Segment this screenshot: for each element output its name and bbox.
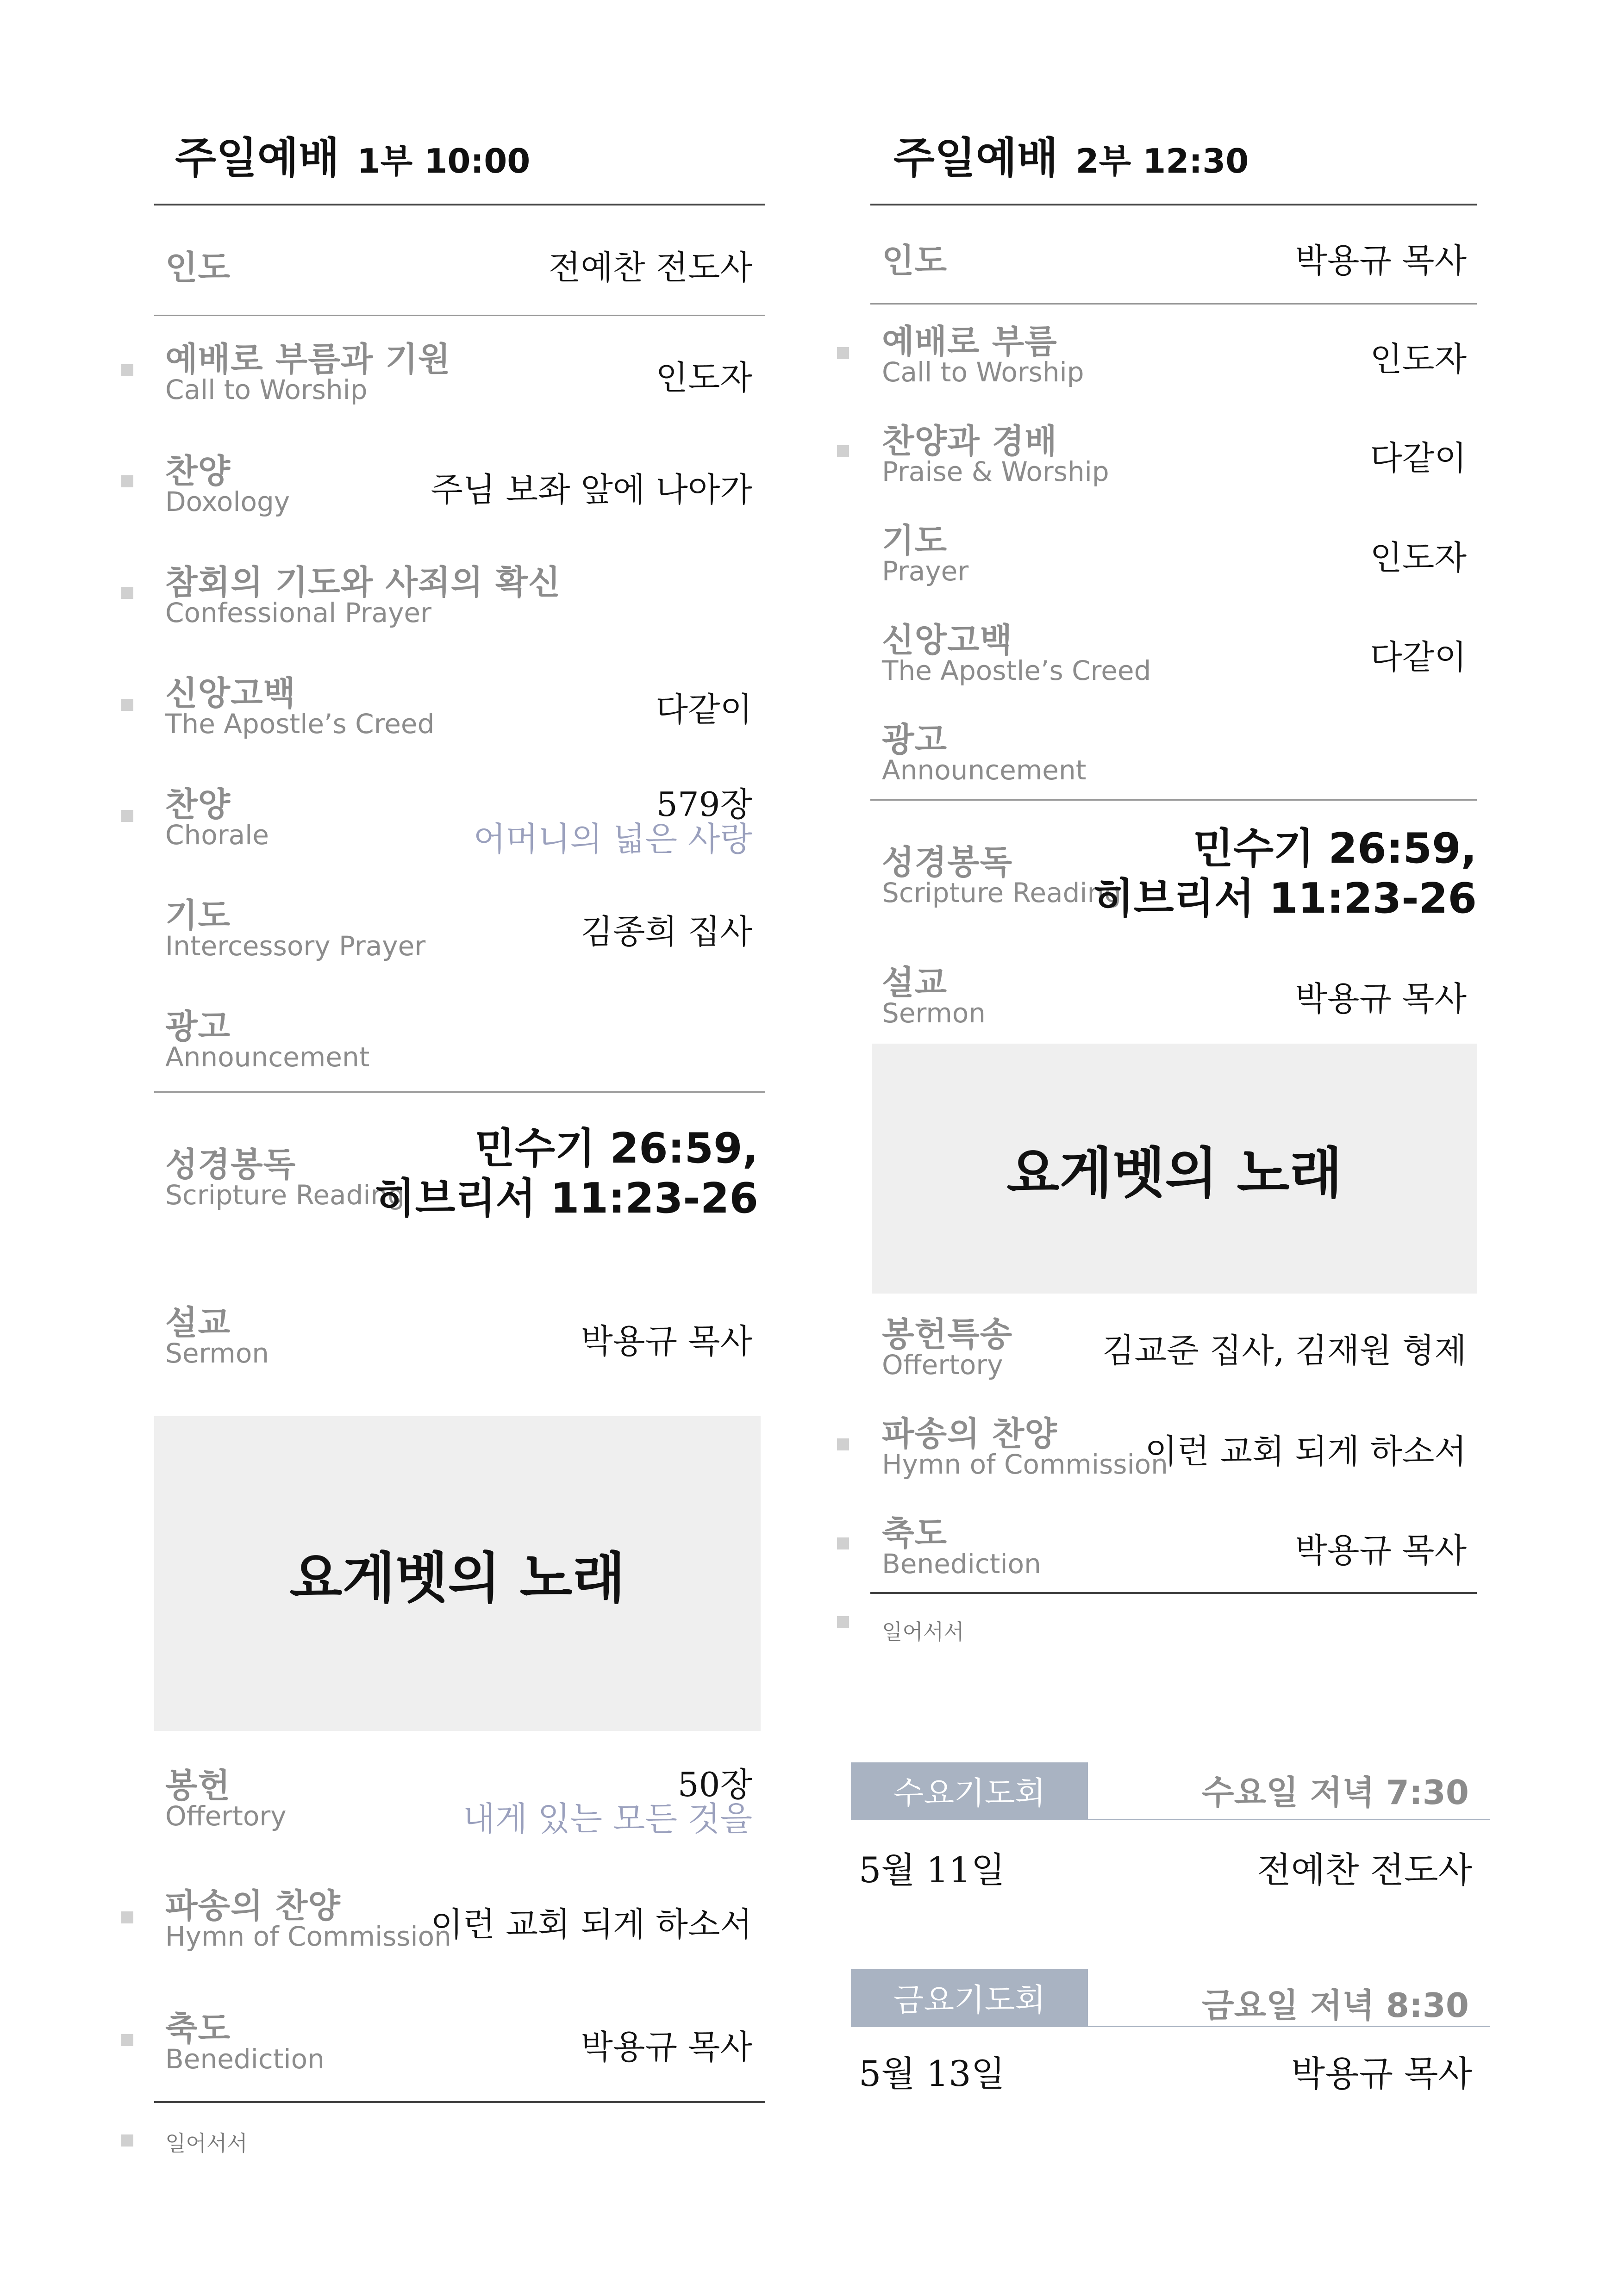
s2-item-creed-kor: 신앙고백 [882, 621, 1013, 660]
service1-time: 1부 10:00 [357, 142, 531, 180]
bullet-icon [121, 587, 133, 599]
s1-item-confession-eng: Confessional Prayer [165, 597, 431, 628]
s1-commission-eng: Hymn of Commission [165, 1921, 451, 1952]
service1-header [175, 124, 530, 185]
s1-item-call-kor: 예배로 부름과 기원 [165, 340, 451, 379]
s1-item-announce-eng: Announcement [165, 1041, 370, 1073]
bullet-icon [121, 364, 133, 376]
service1-title: 주일예배 [175, 133, 340, 183]
s2-item-creed-eng: The Apostle’s Creed [882, 655, 1151, 686]
s2-benediction-value: 박용규 목사 [1295, 1531, 1467, 1570]
s2-item-praise-value: 다같이 [1370, 439, 1467, 478]
s2-scripture-line2: 히브리서 11:23-26 [1093, 874, 1477, 923]
s1-item-prayer-eng: Intercessory Prayer [165, 930, 426, 962]
s2-commission-kor: 파송의 찬양 [882, 1414, 1057, 1453]
s1-offertory-eng: Offertory [165, 1800, 287, 1832]
s1-scripture-eng: Scripture Reading [165, 1179, 405, 1211]
s2-sermon-kor: 설교 [882, 963, 948, 1002]
s2-item-prayer-eng: Prayer [882, 555, 969, 587]
s1-item-creed-value: 다같이 [656, 690, 752, 729]
service2-leader: 박용규 목사 [1295, 241, 1467, 280]
service2-leader-label: 인도 [882, 241, 948, 280]
s2-benediction-eng: Benediction [882, 1548, 1041, 1580]
s1-item-chorale-value: 579장 [656, 785, 752, 824]
s2-sermon-title: 요게벳의 노래 [1006, 1141, 1343, 1205]
s1-offertory-kor: 봉헌 [165, 1766, 231, 1805]
s1-item-call-eng: Call to Worship [165, 374, 368, 405]
s1-scripture-kor: 성경봉독 [165, 1145, 296, 1184]
bullet-icon [837, 1616, 849, 1628]
bullet-icon [121, 2034, 133, 2046]
s1-item-doxology-kor: 찬양 [165, 452, 231, 491]
s2-item-announce-kor: 광고 [882, 720, 948, 759]
bullet-icon [121, 1911, 133, 1923]
s2-offertory-kor: 봉헌특송 [882, 1315, 1013, 1354]
s2-benediction-kor: 축도 [882, 1514, 948, 1553]
s1-scripture-line1: 민수기 26:59, [475, 1124, 758, 1173]
friday-time: 금요일 저녁 8:30 [1202, 1986, 1469, 2025]
service2-title: 주일예배 [893, 133, 1058, 183]
s1-item-doxology-eng: Doxology [165, 486, 290, 517]
wednesday-time: 수요일 저녁 7:30 [1202, 1773, 1469, 1812]
service2-time: 2부 12:30 [1075, 142, 1249, 180]
service2-leader-rule [870, 303, 1477, 305]
s1-benediction-kor: 축도 [165, 2009, 231, 2048]
bullet-icon [837, 445, 849, 457]
s2-sermon-title-box [872, 1044, 1477, 1294]
s2-item-announce-eng: Announcement [882, 754, 1087, 786]
bullet-icon [121, 475, 133, 487]
s2-item-prayer-kor: 기도 [882, 521, 948, 560]
s2-scripture-eng: Scripture Reading [882, 877, 1122, 908]
s2-sermon-eng: Sermon [882, 997, 986, 1029]
wednesday-rule [851, 1819, 1490, 1820]
s1-benediction-eng: Benediction [165, 2043, 325, 2075]
s1-offertory-value: 50장 [677, 1765, 752, 1804]
s1-bottom-rule [154, 2101, 765, 2103]
s2-commission-value: 이런 교회 되게 하소서 [1145, 1432, 1467, 1471]
s2-bottom-rule [870, 1592, 1477, 1594]
s2-announce-rule [870, 799, 1477, 801]
s1-commission-value: 이런 교회 되게 하소서 [431, 1905, 752, 1944]
s1-item-doxology-value: 주님 보좌 앞에 나아가 [431, 470, 752, 509]
s1-item-prayer-kor: 기도 [165, 896, 231, 935]
s2-item-call-eng: Call to Worship [882, 356, 1084, 388]
s2-offertory-value: 김교준 집사, 김재원 형제 [1102, 1331, 1467, 1370]
service1-leader-rule [154, 315, 765, 316]
s1-sermon-title: 요게벳의 노래 [289, 1546, 625, 1610]
s2-item-call-value: 인도자 [1370, 340, 1467, 379]
s1-sermon-kor: 설교 [165, 1303, 231, 1342]
service2-top-rule [870, 204, 1477, 205]
wednesday-date: 5월 11일 [859, 1849, 1006, 1891]
s1-announce-rule [154, 1091, 765, 1093]
s1-item-confession-kor: 참회의 기도와 사죄의 확신 [165, 563, 561, 602]
s1-item-announce-kor: 광고 [165, 1007, 231, 1046]
s1-item-prayer-value: 김종희 집사 [581, 912, 752, 951]
bullet-icon [837, 1537, 849, 1549]
s2-commission-eng: Hymn of Commission [882, 1449, 1168, 1480]
s2-item-praise-kor: 찬양과 경배 [882, 422, 1057, 460]
s2-item-call-kor: 예배로 부름 [882, 322, 1057, 361]
friday-tag: 금요기도회 [851, 1969, 1088, 2026]
s2-scripture-line1: 민수기 26:59, [1193, 824, 1477, 873]
bullet-icon [837, 1438, 849, 1450]
bullet-icon [121, 699, 133, 711]
s1-offertory-sub: 내게 있는 모든 것을 [462, 1799, 752, 1838]
bullet-icon [121, 810, 133, 822]
s2-offertory-eng: Offertory [882, 1349, 1003, 1381]
s1-item-chorale-eng: Chorale [165, 819, 269, 851]
s1-commission-kor: 파송의 찬양 [165, 1886, 341, 1925]
bullet-icon [837, 347, 849, 359]
s1-item-chorale-sub: 어머니의 넓은 사랑 [473, 820, 752, 859]
service1-top-rule [154, 204, 765, 205]
service1-leader-label: 인도 [165, 248, 231, 287]
s1-scripture-ref [375, 1124, 758, 1224]
friday-rule [851, 2026, 1490, 2027]
s1-item-chorale-kor: 찬양 [165, 785, 231, 824]
s1-item-creed-kor: 신앙고백 [165, 674, 296, 713]
friday-date: 5월 13일 [859, 2053, 1006, 2094]
friday-leader: 박용규 목사 [1291, 2053, 1472, 2094]
s1-benediction-value: 박용규 목사 [581, 2028, 752, 2066]
service2-header [893, 124, 1249, 185]
s2-item-creed-value: 다같이 [1370, 638, 1467, 677]
s2-item-praise-eng: Praise & Worship [882, 456, 1109, 487]
s1-sermon-value: 박용규 목사 [581, 1322, 752, 1361]
s2-stand-note: 일어서서 [882, 1619, 964, 1644]
s1-sermon-title-box [154, 1416, 761, 1731]
s1-item-call-value: 인도자 [656, 358, 752, 397]
s2-item-prayer-value: 인도자 [1370, 538, 1467, 577]
s2-sermon-value: 박용규 목사 [1295, 979, 1467, 1018]
wednesday-leader: 전예찬 전도사 [1257, 1849, 1472, 1891]
s2-scripture-ref [1093, 824, 1477, 924]
bullet-icon [121, 2134, 133, 2147]
s1-scripture-line2: 히브리서 11:23-26 [375, 1174, 758, 1223]
s1-item-creed-eng: The Apostle’s Creed [165, 708, 435, 740]
s1-stand-note: 일어서서 [165, 2131, 248, 2156]
s2-scripture-kor: 성경봉독 [882, 843, 1013, 882]
s1-sermon-eng: Sermon [165, 1338, 269, 1369]
service1-leader: 전예찬 전도사 [548, 248, 752, 287]
wednesday-tag: 수요기도회 [851, 1762, 1088, 1819]
